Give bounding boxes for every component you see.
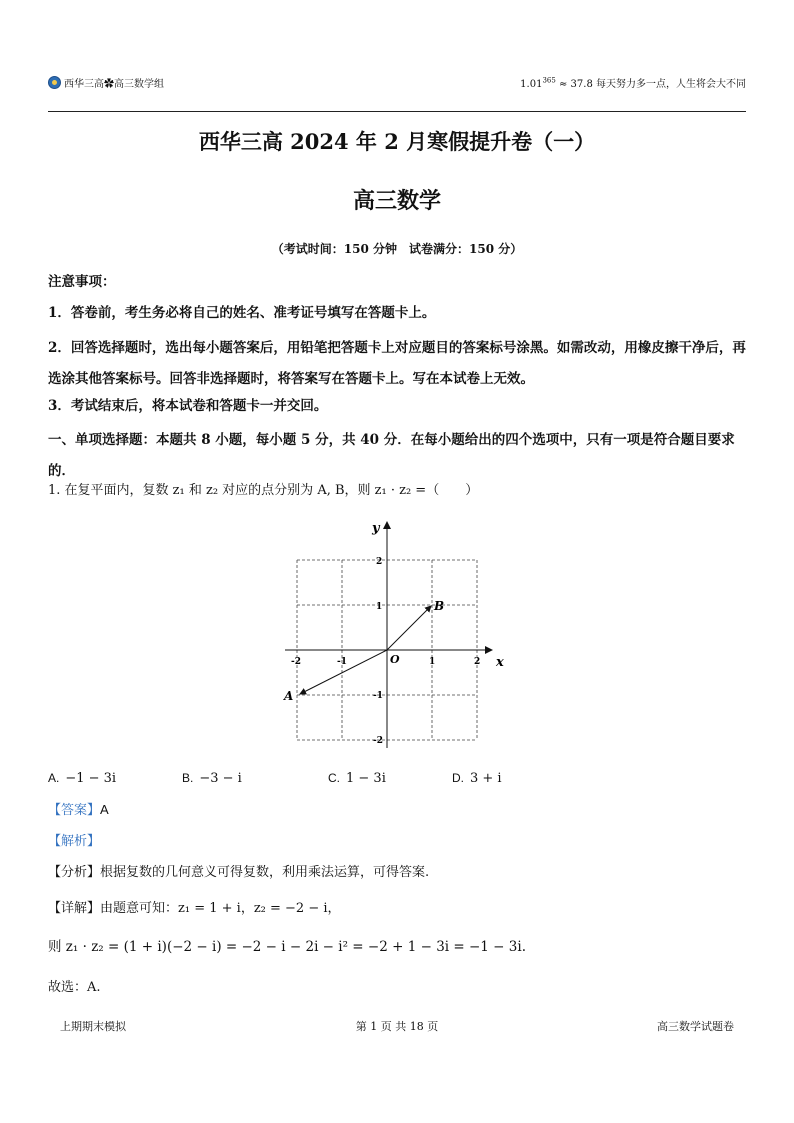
answer-line <box>48 799 748 821</box>
fenxi-tag: 【分析】 <box>48 865 101 880</box>
notice-item-2: 2．回答选择题时，选出每小题答案后，用铅笔把答题卡上对应题目的答案标号涂黑。如需改动，用橡皮擦干净后，再选涂其他答案标号。回答非选择题时，将答案写在答题卡上。写在本试卷上无效。 <box>48 340 746 387</box>
origin-label: O <box>390 653 400 666</box>
y-tick-label: 1 <box>376 602 383 612</box>
footer-right: 高三数学试题卷 <box>657 1020 734 1033</box>
fenxi-line <box>48 862 748 884</box>
option-a[interactable]: A. −1 − 3i <box>48 771 117 786</box>
complex-plane-figure <box>280 518 510 758</box>
exam-info: （考试时间：150 分钟 试卷满分：150 分） <box>271 242 523 256</box>
paper-title: 西华三高 2024 年 2 月寒假提升卷（一） <box>198 129 596 154</box>
point-A-label: A <box>284 689 294 703</box>
conclusion-line: 故选：A. <box>48 980 101 995</box>
option-c[interactable]: C. 1 − 3i <box>328 771 386 786</box>
footer-left: 上期期末模拟 <box>60 1020 126 1033</box>
x-tick-label: 1 <box>429 657 436 667</box>
fenxi-text: 根据复数的几何意义可得复数，利用乘法运算，可得答案. <box>100 865 430 880</box>
y-axis-label: y <box>372 521 380 536</box>
notice-item-1: 1．答卷前，考生务必将自己的姓名、准考证号填写在答题卡上。 <box>48 305 436 321</box>
header-motto-exponent: 365 <box>542 76 556 85</box>
x-tick-label: -1 <box>337 657 347 667</box>
notice-heading: 注意事项： <box>48 274 116 290</box>
option-d[interactable]: D. 3 + i <box>452 771 502 786</box>
point-B-label: B <box>434 599 445 613</box>
page-header-left <box>48 75 164 90</box>
x-axis-label: x <box>496 655 504 670</box>
analysis-tag-line <box>48 830 748 852</box>
question-1-stem: 1. 在复平面内，复数 z₁ 和 z₂ 对应的点分别为 A, B，则 z₁ · z₂ =（ ） <box>48 483 479 498</box>
x-tick-label: 2 <box>474 657 481 667</box>
footer-page-number: 第 1 页 共 18 页 <box>355 1020 439 1033</box>
xiangjie-tag: 【详解】 <box>48 901 101 916</box>
section-heading: 一、单项选择题：本题共 8 小题，每小题 5 分，共 40 分．在每小题给出的四个选项中，只有一项是符合题目要求的． <box>48 432 735 479</box>
header-motto-base: 1.01 <box>520 79 543 90</box>
y-tick-label: -1 <box>373 691 383 701</box>
answer-tag: 【答案】 <box>48 802 101 817</box>
school-seal-icon <box>48 76 61 89</box>
calculation-line: 则 z₁ · z₂ = (1 + i)(−2 − i) = −2 − i − 2i − i² = −2 + 1 − 3i = −1 − 3i. <box>48 939 526 955</box>
x-tick-label: -2 <box>291 657 301 667</box>
xiangjie-line <box>48 898 748 920</box>
y-tick-label: 2 <box>376 557 383 567</box>
paper-subtitle: 高三数学 <box>352 188 441 214</box>
y-tick-label: -2 <box>373 736 383 746</box>
header-divider <box>48 111 746 112</box>
page-header-right <box>520 75 746 90</box>
option-b[interactable]: B. −3 − i <box>182 771 242 786</box>
xiangjie-text: 由题意可知：z₁ = 1 + i，z₂ = −2 − i， <box>100 901 341 916</box>
notice-item-3: 3．考试结束后，将本试卷和答题卡一并交回。 <box>48 398 328 414</box>
header-motto-text: ≈ 37.8 每天努力多一点，人生将会大不同 <box>555 79 746 90</box>
answer-value: A <box>100 802 109 817</box>
vector-OB <box>387 606 431 650</box>
header-left-text: 西华三高✿高三数学组 <box>64 79 164 90</box>
analysis-tag: 【解析】 <box>48 833 101 848</box>
